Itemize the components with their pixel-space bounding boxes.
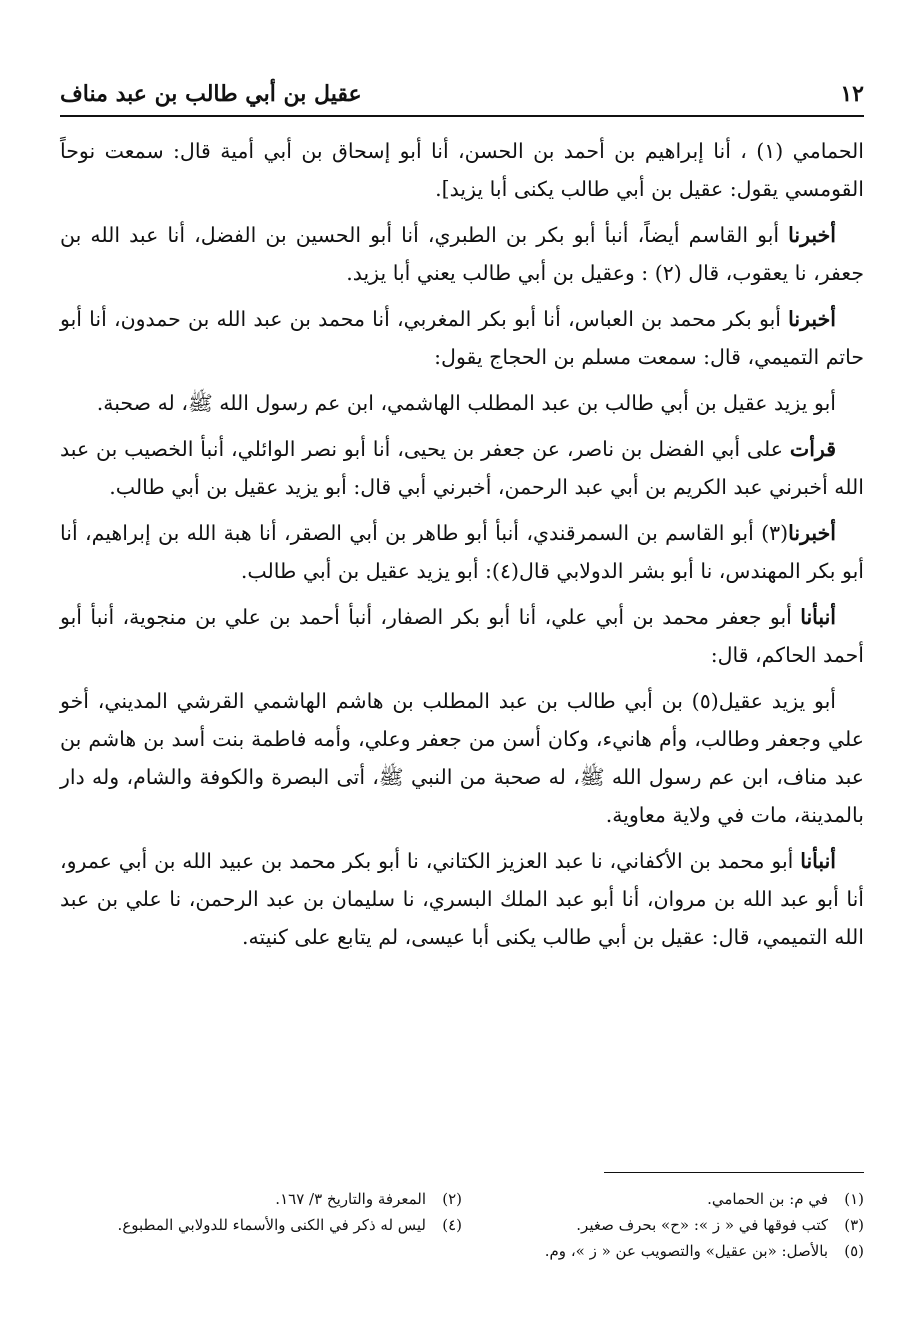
- paragraph: [60, 514, 864, 590]
- page-number: ١٢: [840, 81, 864, 107]
- footnote-row: [60, 1238, 864, 1264]
- footnote-text: بالأصل: «بن عقيل» والتصويب عن « ز »، وم.: [544, 1242, 828, 1260]
- page-header: [60, 72, 864, 116]
- footnote-rule: [604, 1172, 864, 1173]
- footnote-row: [60, 1186, 864, 1212]
- paragraph: [60, 216, 864, 292]
- paragraph-text: أبو يزيد عقيل بن أبي طالب بن عبد المطلب الهاشمي، ابن عم رسول الله ﷺ، له صحبة.: [96, 391, 836, 415]
- paragraph: [60, 132, 864, 208]
- footnote-text: المعرفة والتاريخ ٣/ ١٦٧.: [275, 1190, 426, 1208]
- footnote-number: (٥): [844, 1242, 864, 1260]
- paragraph-lead: أنبأنا: [800, 605, 836, 629]
- paragraph: [60, 842, 864, 956]
- footnote: [462, 1212, 864, 1238]
- paragraph: [60, 430, 864, 506]
- footnote-number: (١): [844, 1190, 864, 1208]
- paragraph-text: (٣) أبو القاسم بن السمرقندي، أنبأ أبو طاهر بن أبي الصقر، أنا هبة الله بن إبراهيم، أنا أبو بكر المهندس، نا أبو بشر الدولابي قال(٤): أبو يزيد عقيل بن أبي طالب.: [60, 521, 864, 583]
- paragraph-text: أبو بكر محمد بن العباس، أنا أبو بكر المغربي، أنا محمد بن عبد الله بن حمدون، أنا أبو حاتم التميمي، قال: سمعت مسلم بن الحجاج يقول:: [60, 307, 864, 369]
- paragraph-lead: أخبرنا: [788, 521, 836, 545]
- footnote: [462, 1238, 864, 1264]
- paragraph-lead: أنبأنا: [800, 849, 836, 873]
- footnote-number: (٢): [442, 1190, 462, 1208]
- paragraph-text: أبو جعفر محمد بن أبي علي، أنا أبو بكر الصفار، أنبأ أحمد بن علي بن منجوية، أنبأ أبو أحمد الحاكم، قال:: [60, 605, 864, 667]
- header-rule: [60, 115, 864, 117]
- paragraph-text: على أبي الفضل بن ناصر، عن جعفر بن يحيى، أنا أبو نصر الوائلي، أنبأ الخصيب بن عبد الله أخبرني عبد الكريم بن أبي عبد الرحمن، أخبرني أبي قال: أبو يزيد عقيل بن أبي طالب.: [60, 437, 864, 499]
- footnote-number: (٤): [442, 1216, 462, 1234]
- paragraph-lead: أخبرنا: [788, 223, 836, 247]
- footnote: [60, 1186, 462, 1212]
- paragraph-text: أبو القاسم أيضاً، أنبأ أبو بكر بن الطبري، أنا أبو الحسين بن الفضل، أنا عبد الله بن جعفر، نا يعقوب، قال (٢) : وعقيل بن أبي طالب يعني أبا يزيد.: [60, 223, 864, 285]
- paragraph: [60, 384, 864, 422]
- footnote-row: [60, 1212, 864, 1238]
- paragraph-text: الحمامي (١) ، أنا إبراهيم بن أحمد بن الحسن، أنا أبو إسحاق بن أبي أمية قال: سمعت نوحاً القومسي يقول: عقيل بن أبي طالب يكنى أبا يزيد].: [60, 139, 864, 201]
- running-title: عقيل بن أبي طالب بن عبد مناف: [60, 81, 362, 107]
- paragraph-text: أبو محمد بن الأكفاني، نا عبد العزيز الكتاني، نا أبو بكر محمد بن عبيد الله بن أبي عمرو، أنا أبو عبد الله بن مروان، أنا أبو عبد الملك البسري، نا سليمان بن عبد الرحمن، نا علي بن عبد الله التميمي، قال: عقيل بن أبي طالب يكنى أبا عيسى، لم يتابع على كنيته.: [60, 849, 864, 949]
- paragraph: [60, 682, 864, 834]
- main-text: [60, 132, 864, 964]
- paragraph: [60, 598, 864, 674]
- footnote: [462, 1186, 864, 1212]
- paragraph: [60, 300, 864, 376]
- paragraph-text: أبو يزيد عقيل(٥) بن أبي طالب بن عبد المطلب بن هاشم الهاشمي القرشي المديني، أخو علي وجعفر وطالب، وأم هانيء، وكان أسن من جعفر وعلي، وأمه فاطمة بنت أسد بن هاشم بن عبد مناف، ابن عم رسول الله ﷺ، له صحبة من النبي ﷺ، أتى البصرة والكوفة والشام، وله دار بالمدينة، مات في ولاية معاوية.: [60, 689, 864, 827]
- paragraph-lead: قرأت: [789, 437, 836, 461]
- footnote-text: ليس له ذكر في الكنى والأسماء للدولابي المطبوع.: [117, 1216, 426, 1234]
- footnote-number: (٣): [844, 1216, 864, 1234]
- paragraph-lead: أخبرنا: [788, 307, 836, 331]
- footnote-text: كتب فوقها في « ز »: «ح» بحرف صغير.: [576, 1216, 828, 1234]
- footnote-text: في م: بن الحمامي.: [707, 1190, 828, 1208]
- footnote: [60, 1212, 462, 1238]
- footnotes: [60, 1186, 864, 1264]
